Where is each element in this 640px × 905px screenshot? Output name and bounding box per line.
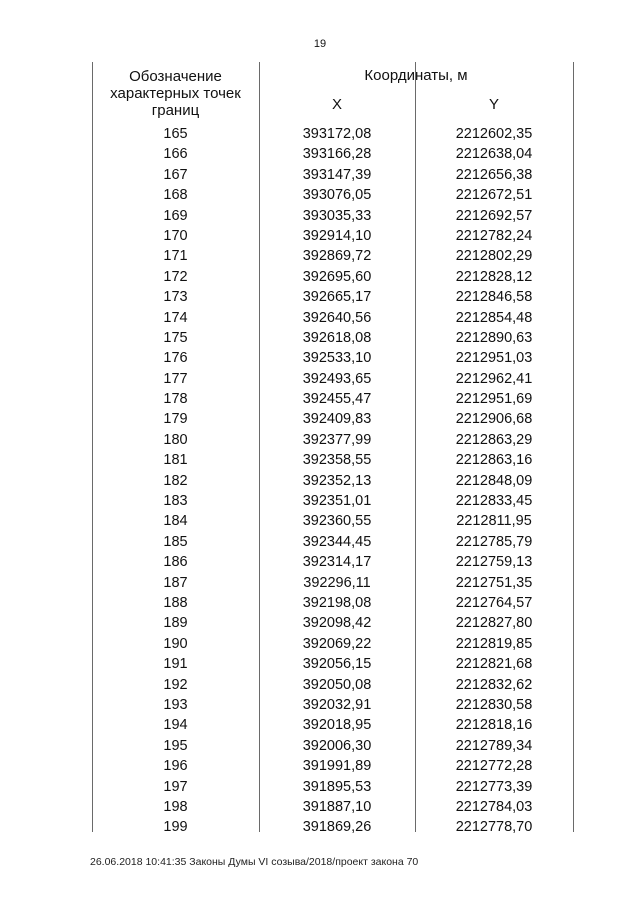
x-coord-cell: 392069,22 [302, 635, 372, 652]
point-cell: 177 [163, 370, 188, 387]
x-coord-cell: 391895,53 [302, 778, 372, 795]
y-coord-cell: 2212821,68 [455, 656, 533, 673]
table-row [92, 185, 574, 205]
table-row [92, 736, 574, 756]
table-row [92, 777, 574, 797]
table-row [92, 675, 574, 695]
point-cell: 167 [163, 166, 188, 183]
point-cell: 174 [163, 309, 188, 326]
table-row [92, 409, 574, 429]
table-row [92, 797, 574, 817]
point-cell: 176 [163, 350, 188, 367]
table-row [92, 654, 574, 674]
point-cell: 168 [163, 187, 188, 204]
table-row [92, 165, 574, 185]
y-coord-cell: 2212863,29 [455, 431, 533, 448]
table-row [92, 124, 574, 144]
coordinates-table [92, 62, 574, 836]
y-coord-cell: 2212951,03 [455, 350, 533, 367]
x-coord-cell: 392056,15 [302, 656, 372, 673]
point-cell: 171 [163, 248, 188, 265]
y-coord-cell: 2212951,69 [455, 391, 533, 408]
y-coord-cell: 2212863,16 [455, 452, 533, 469]
table-row [92, 613, 574, 633]
table-row [92, 206, 574, 226]
x-coord-cell: 392098,42 [302, 615, 372, 632]
x-coord-cell: 392296,11 [303, 574, 371, 591]
y-coord-cell: 2212672,51 [455, 187, 533, 204]
y-coord-cell: 2212751,35 [455, 574, 533, 591]
y-coord-cell: 2212764,57 [455, 594, 533, 611]
point-cell: 173 [163, 289, 188, 306]
x-coord-cell: 392314,17 [302, 554, 372, 571]
table-row [92, 817, 574, 837]
point-cell: 170 [163, 227, 188, 244]
x-coord-cell: 392455,47 [302, 391, 372, 408]
point-cell: 166 [163, 146, 188, 163]
x-coord-cell: 392358,55 [302, 452, 372, 469]
y-coord-cell: 2212818,16 [455, 717, 533, 734]
table-body [92, 124, 574, 838]
y-coord-cell: 2212890,63 [455, 329, 533, 346]
y-coord-cell: 2212759,13 [455, 554, 533, 571]
x-coord-cell: 393147,39 [302, 166, 372, 183]
y-coord-cell: 2212638,04 [455, 146, 533, 163]
table-row [92, 308, 574, 328]
header-coords-label: Координаты, м [364, 67, 468, 84]
table-row [92, 450, 574, 470]
x-coord-cell: 392351,01 [302, 493, 372, 510]
header-y-label: Y [488, 96, 499, 113]
y-coord-cell: 2212773,39 [455, 778, 533, 795]
table-row [92, 491, 574, 511]
point-cell: 181 [163, 452, 188, 469]
page-number: 19 [313, 38, 327, 50]
table-row [92, 348, 574, 368]
point-cell: 182 [163, 472, 188, 489]
header-x-label: X [331, 96, 342, 113]
point-cell: 197 [163, 778, 188, 795]
y-coord-cell: 2212802,29 [455, 248, 533, 265]
x-coord-cell: 392360,55 [302, 513, 372, 530]
x-coord-cell: 392032,91 [302, 696, 372, 713]
x-coord-cell: 392695,60 [302, 268, 372, 285]
point-cell: 194 [163, 717, 188, 734]
header-point-label: Обозначение характерных точек границ [110, 68, 241, 119]
y-coord-cell: 2212854,48 [455, 309, 533, 326]
table-row [92, 634, 574, 654]
y-coord-cell: 2212811,95 [456, 513, 532, 530]
x-coord-cell: 392533,10 [302, 350, 372, 367]
y-coord-cell: 2212819,85 [455, 635, 533, 652]
point-cell: 172 [163, 268, 188, 285]
x-coord-cell: 392493,65 [302, 370, 372, 387]
point-cell: 187 [163, 574, 188, 591]
table-row [92, 573, 574, 593]
point-cell: 186 [163, 554, 188, 571]
x-coord-cell: 392409,83 [302, 411, 372, 428]
point-cell: 199 [163, 819, 188, 836]
y-coord-cell: 2212602,35 [455, 126, 533, 142]
point-cell: 178 [163, 391, 188, 408]
y-coord-cell: 2212906,68 [455, 411, 533, 428]
y-coord-cell: 2212846,58 [455, 289, 533, 306]
x-coord-cell: 393035,33 [302, 207, 372, 224]
table-row [92, 756, 574, 776]
y-coord-cell: 2212833,45 [455, 493, 533, 510]
table-row [92, 593, 574, 613]
x-coord-cell: 392352,13 [302, 472, 372, 489]
point-cell: 191 [163, 656, 188, 673]
point-cell: 180 [163, 431, 188, 448]
y-coord-cell: 2212778,70 [455, 819, 533, 836]
x-coord-cell: 392006,30 [302, 737, 372, 754]
x-coord-cell: 392050,08 [302, 676, 372, 693]
y-coord-cell: 2212827,80 [455, 615, 533, 632]
x-coord-cell: 392640,56 [302, 309, 372, 326]
x-coord-cell: 393076,05 [302, 187, 372, 204]
table-row [92, 471, 574, 491]
x-coord-cell: 392869,72 [302, 248, 372, 265]
point-cell: 165 [163, 126, 188, 142]
point-cell: 184 [163, 513, 188, 530]
y-coord-cell: 2212789,34 [455, 737, 533, 754]
x-coord-cell: 392914,10 [302, 227, 372, 244]
point-cell: 193 [163, 696, 188, 713]
y-coord-cell: 2212962,41 [455, 370, 533, 387]
table-row [92, 287, 574, 307]
y-coord-cell: 2212772,28 [455, 758, 533, 775]
x-coord-cell: 391887,10 [302, 798, 372, 815]
point-cell: 175 [163, 329, 188, 346]
point-cell: 190 [163, 635, 188, 652]
point-cell: 189 [163, 615, 188, 632]
x-coord-cell: 392344,45 [302, 533, 372, 550]
x-coord-cell: 391869,26 [302, 819, 372, 836]
y-coord-cell: 2212782,24 [455, 227, 533, 244]
table-row [92, 328, 574, 348]
y-coord-cell: 2212784,03 [455, 798, 533, 815]
point-cell: 188 [163, 594, 188, 611]
y-coord-cell: 2212785,79 [455, 533, 533, 550]
y-coord-cell: 2212830,58 [455, 696, 533, 713]
point-cell: 169 [163, 207, 188, 224]
point-cell: 198 [163, 798, 188, 815]
y-coord-cell: 2212848,09 [455, 472, 533, 489]
table-row [92, 695, 574, 715]
table-row [92, 389, 574, 409]
point-cell: 185 [163, 533, 188, 550]
y-coord-cell: 2212692,57 [455, 207, 533, 224]
x-coord-cell: 393172,08 [302, 126, 372, 142]
point-cell: 196 [163, 758, 188, 775]
table-row [92, 430, 574, 450]
table-row [92, 552, 574, 572]
x-coord-cell: 392198,08 [302, 594, 372, 611]
x-coord-cell: 393166,28 [302, 146, 372, 163]
y-coord-cell: 2212656,38 [455, 166, 533, 183]
table-row [92, 369, 574, 389]
x-coord-cell: 392377,99 [302, 431, 372, 448]
point-cell: 183 [163, 493, 188, 510]
table-row [92, 715, 574, 735]
point-cell: 179 [163, 411, 188, 428]
table-row [92, 511, 574, 531]
table-row [92, 144, 574, 164]
footer-stamp: 26.06.2018 10:41:35 Законы Думы VI созыва/2018/проект закона 70 [90, 856, 419, 868]
x-coord-cell: 392618,08 [302, 329, 372, 346]
y-coord-cell: 2212832,62 [455, 676, 533, 693]
x-coord-cell: 392665,17 [302, 289, 372, 306]
table-row [92, 226, 574, 246]
x-coord-cell: 392018,95 [302, 717, 372, 734]
table-row [92, 267, 574, 287]
table-row [92, 246, 574, 266]
x-coord-cell: 391991,89 [302, 758, 372, 775]
point-cell: 192 [163, 676, 188, 693]
y-coord-cell: 2212828,12 [455, 268, 533, 285]
table-row [92, 532, 574, 552]
point-cell: 195 [163, 737, 188, 754]
